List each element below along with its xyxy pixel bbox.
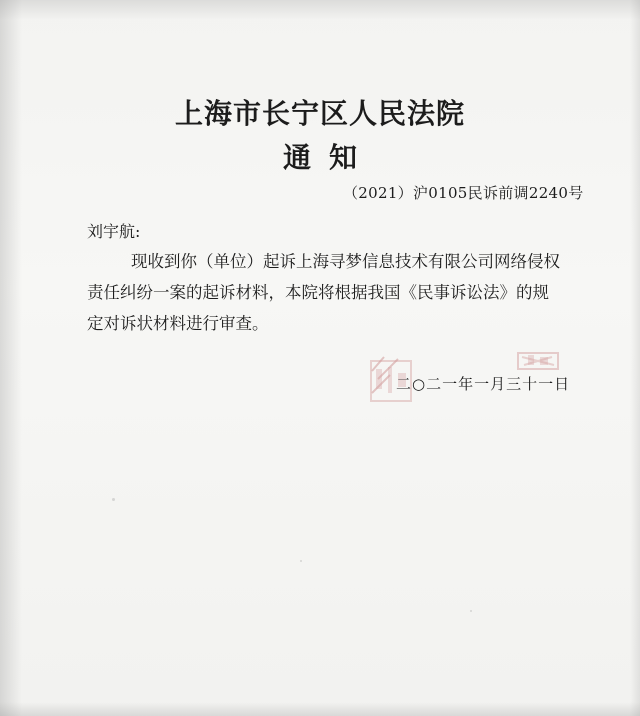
document-title xyxy=(0,136,640,176)
issue-date: 二○二一年一月三十一日 xyxy=(396,375,571,393)
page-shadow-top xyxy=(0,0,640,20)
scan-speck xyxy=(470,610,472,612)
court-name: 上海市长宁区人民法院 xyxy=(174,97,465,130)
title-char-1: 通 xyxy=(282,141,311,174)
scan-speck xyxy=(112,498,115,501)
notice-body xyxy=(87,246,583,339)
page-shadow-bottom xyxy=(0,702,640,716)
body-line-3: 定对诉状材料进行审查。 xyxy=(87,314,269,333)
case-number: （2021）沪0105民诉前调2240号 xyxy=(343,184,584,202)
body-line-1: 现收到你（单位）起诉上海寻梦信息技术有限公司网络侵权 xyxy=(131,252,560,271)
body-line-2: 责任纠纷一案的起诉材料，本院将根据我国《民事诉讼法》的规 xyxy=(87,283,549,302)
salutation: 刘宇航: xyxy=(87,222,141,241)
title-char-2: 知 xyxy=(329,141,358,174)
scan-speck xyxy=(300,560,302,562)
